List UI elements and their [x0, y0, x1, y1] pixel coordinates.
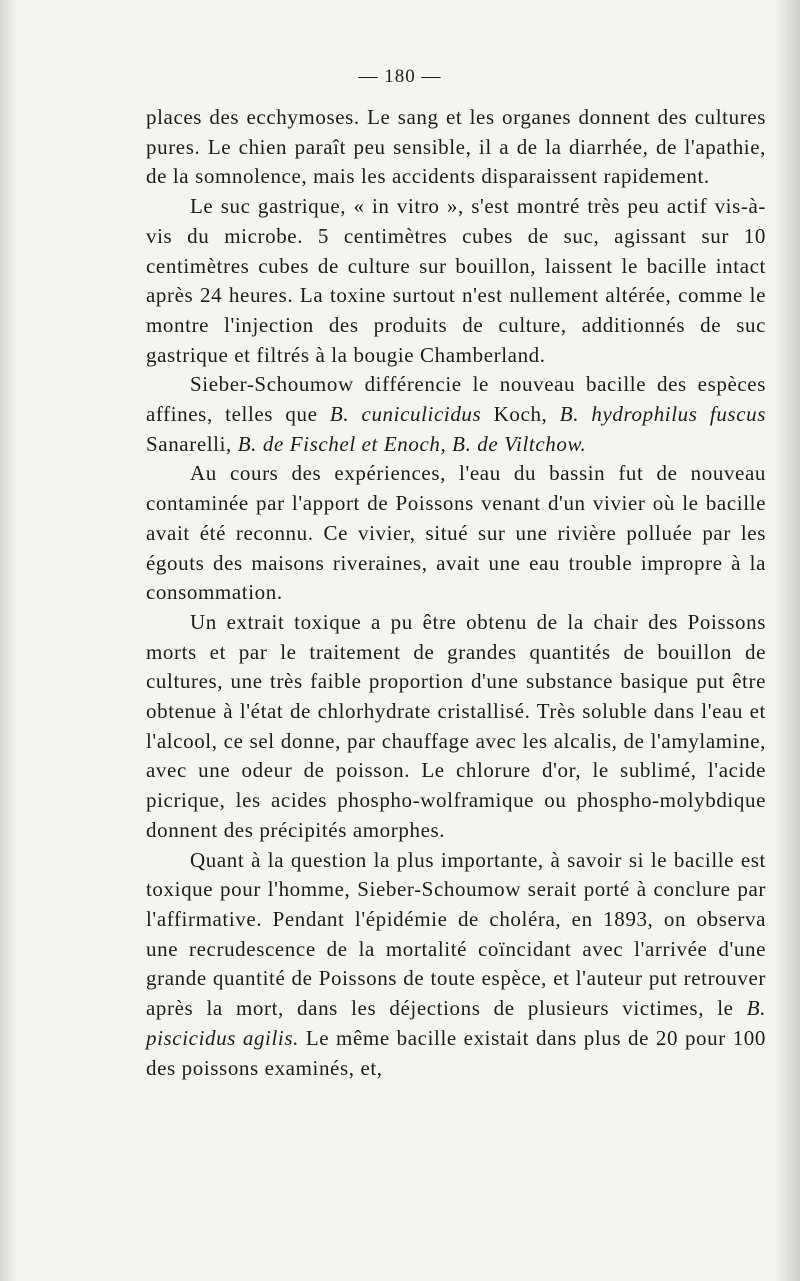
- text-run: Quant à la question la plus importante, à savoir si le bacille est toxique pour l'homme, Sieber-Schoumow serait porté à conclure par l'affirmative. Pendant l'épidémie de choléra, en 1893, on observa une recrudescence de la mortalité coïncidant avec l'arrivée d'une grande quantité de Poissons de toute espèce, et l'auteur put retrouver après la mort, dans les déjections de plusieurs victimes, le: [146, 847, 766, 1021]
- text-run: Le même bacille existait dans plus de 20 pour 100 des poissons examinés, et,: [146, 1025, 767, 1080]
- page-edge-shadow-left: [0, 0, 18, 1281]
- italic-text: B. cuniculicidus: [329, 402, 482, 427]
- paragraph: [146, 608, 766, 846]
- page-number: — 180 —: [358, 66, 442, 87]
- paragraph: [146, 103, 766, 192]
- text-run: Au cours des expériences, l'eau du bassin fut de nouveau contaminée par l'apport de Poissons venant d'un vivier où le bacille avait été reconnu. Ce vivier, situé sur une rivière polluée par les égouts des maisons riveraines, avait une eau trouble impropre à la consommation.: [146, 461, 766, 605]
- text-run: Le suc gastrique, « in vitro », s'est montré très peu actif vis-à-vis du microbe. 5 centimètres cubes de suc, agissant sur 10 centimètres cubes de culture sur bouillon, laissent le bacille intact après 24 heures. La toxine surtout n'est nullement altérée, comme le montre l'injection des produits de culture, additionnés de suc gastrique et filtrés à la bougie Chamberland.: [146, 194, 766, 367]
- paragraph: [146, 846, 766, 1084]
- body-text: [146, 103, 766, 1083]
- text-run: Koch,: [481, 402, 560, 427]
- paragraph: [146, 459, 766, 608]
- italic-text: B. de Fischel et Enoch, B. de Viltchow.: [237, 431, 587, 456]
- page-edge-shadow-right: [774, 0, 800, 1281]
- text-run: Sanarelli,: [146, 431, 238, 456]
- text-run: Sieber-Schoumow différencie le nouveau bacille des espèces affines, telles que: [146, 372, 766, 427]
- italic-text: B. hydrophilus fuscus: [559, 402, 767, 427]
- italic-text: B. piscicidus agilis.: [146, 996, 766, 1050]
- paragraph: [146, 370, 766, 459]
- text-run: places des ecchymoses. Le sang et les organes donnent des cultures pures. Le chien paraît peu sensible, il a de la diarrhée, de l'apathie, de la somnolence, mais les accidents disparaissent rapidement.: [146, 105, 766, 189]
- text-run: Un extrait toxique a pu être obtenu de la chair des Poissons morts et par le traitement de grandes quantités de bouillon de cultures, une très faible proportion d'une substance basique put être obtenue à l'état de chlorhydrate cristallisé. Très soluble dans l'eau et l'alcool, ce sel donne, par chauffage avec les alcalis, de l'amylamine, avec une odeur de poisson. Le chlorure d'or, le sublimé, l'acide picrique, les acides phospho-wolframique ou phospho-molybdique donnent des précipités amorphes.: [146, 609, 766, 842]
- paragraph: [146, 192, 766, 370]
